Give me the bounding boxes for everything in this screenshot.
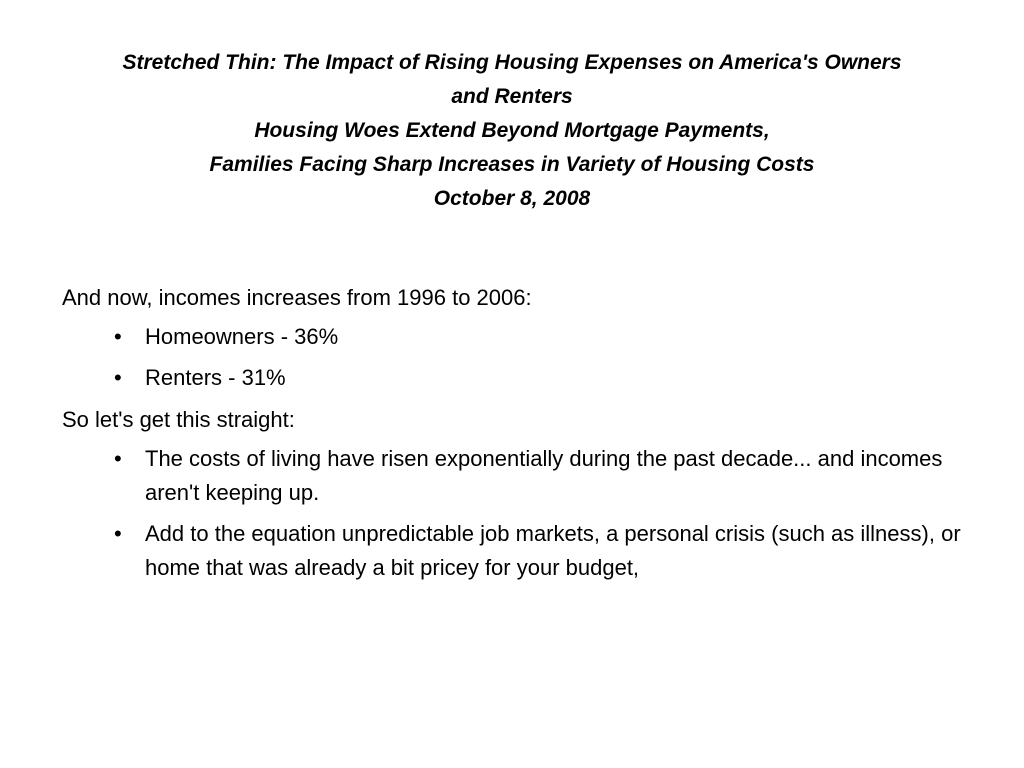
list-item: [62, 517, 962, 585]
summary-text: So let's get this straight:: [62, 407, 295, 432]
list-item-text: Homeowners - 36%: [145, 324, 339, 349]
title-line: and Renters: [451, 85, 573, 108]
list-item-text: Add to the equation unpredictable job markets, a personal crisis (such as illness), or home that was already a bit pricey for your budget,: [145, 521, 961, 580]
bullet-icon: •: [114, 446, 122, 471]
bullet-icon: •: [114, 324, 122, 349]
intro-text: And now, incomes increases from 1996 to 2006:: [62, 285, 532, 310]
bullet-icon: •: [114, 365, 122, 390]
slide-body: [62, 280, 962, 592]
title-line: Stretched Thin: The Impact of Rising Housing Expenses on America's Owners: [122, 51, 902, 74]
list-item-text: The costs of living have risen exponentially during the past decade... and incomes aren't keeping up.: [145, 446, 943, 505]
slide-title: [50, 46, 974, 216]
summary-list: [62, 442, 962, 585]
income-list: [62, 320, 962, 395]
list-item: [62, 320, 962, 354]
title-line: Housing Woes Extend Beyond Mortgage Payments,: [254, 119, 770, 142]
list-item: [62, 442, 962, 510]
title-line: Families Facing Sharp Increases in Variety of Housing Costs: [209, 153, 815, 176]
list-item: [62, 361, 962, 395]
list-item-text: Renters - 31%: [145, 365, 286, 390]
title-date: October 8, 2008: [433, 187, 591, 210]
bullet-icon: •: [114, 521, 122, 546]
